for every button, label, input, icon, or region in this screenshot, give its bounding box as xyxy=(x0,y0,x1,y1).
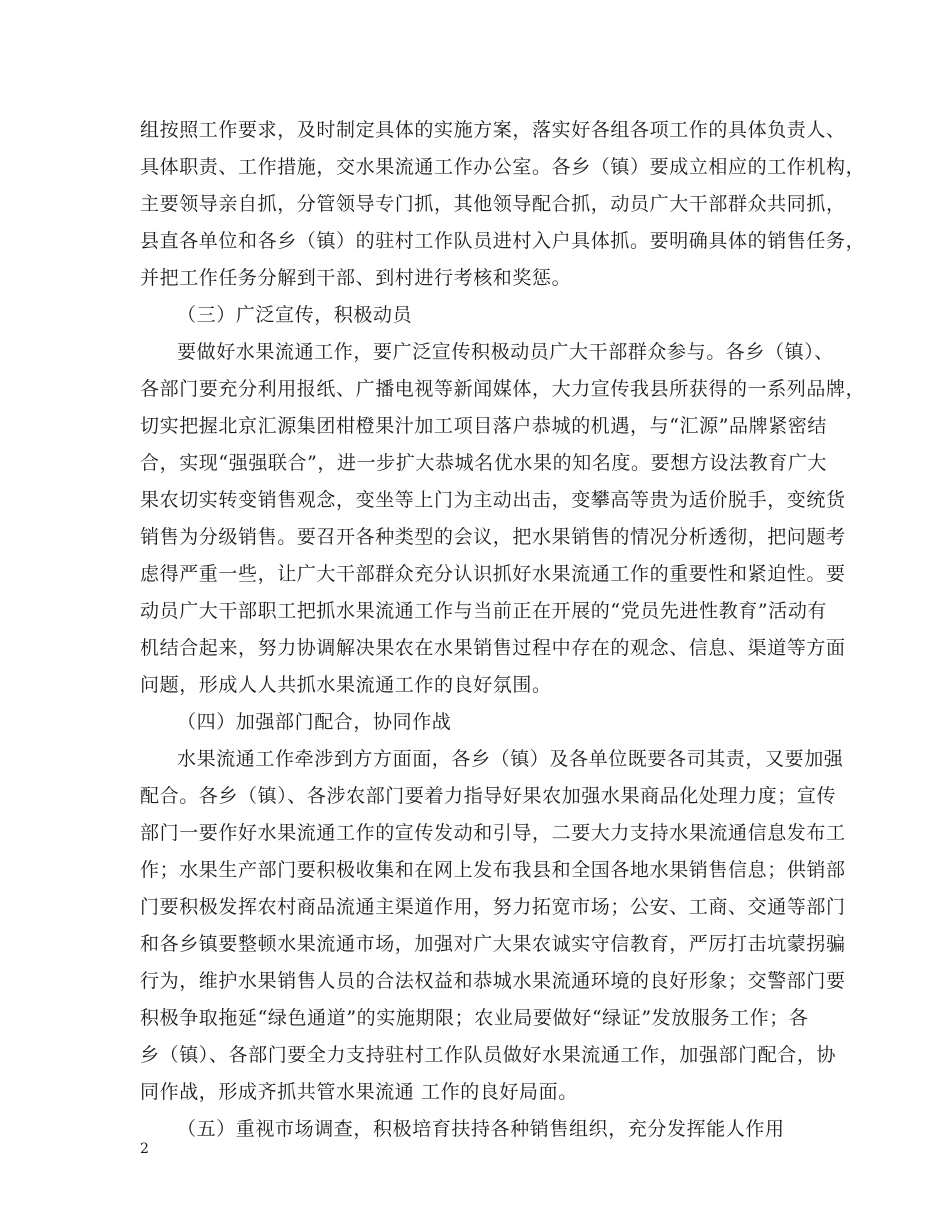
body-text-line: 虑得严重一些，让广大干部群众充分认识抓好水果流通工作的重要性和紧迫性。要 xyxy=(140,563,846,585)
body-text-line: 组按照工作要求，及时制定具体的实施方案，落实好各组各项工作的具体负责人、 xyxy=(140,119,846,141)
body-text-line: 积极争取拖延“绿色通道”的实施期限；农业局要做好“绿证”发放服务工作；各 xyxy=(140,1007,809,1029)
body-text-line: 乡（镇）、各部门要全力支持驻村工作队员做好水果流通工作，加强部门配合，协 xyxy=(140,1044,837,1066)
page-number: 2 xyxy=(140,1141,149,1157)
section-heading-3: （三）广泛宣传，积极动员 xyxy=(177,304,413,326)
body-text-line: 机结合起来，努力协调解决果农在水果销售过程中存在的观念、信息、渠道等方面 xyxy=(140,637,846,659)
section-heading-5: （五）重视市场调查，积极培育扶持各种销售组织，充分发挥能人作用 xyxy=(177,1118,785,1140)
paragraph-first-line: 要做好水果流通工作，要广泛宣传积极动员广大干部群众参与。各乡（镇）、 xyxy=(177,341,834,363)
body-text-line: 动员广大干部职工把抓水果流通工作与当前正在开展的“党员先进性教育”活动有 xyxy=(140,600,828,622)
body-text-line: 销售为分级销售。要召开各种类型的会议，把水果销售的情况分析透彻，把问题考 xyxy=(140,526,846,548)
body-text-line: 配合。各乡（镇）、各涉农部门要着力指导好果农加强水果商品化处理力度；宣传 xyxy=(140,785,837,807)
body-text-line: 合，实现“强强联合”，进一步扩大恭城名优水果的知名度。要想方设法教育广大 xyxy=(140,452,828,474)
body-text-line: 果农切实转变销售观念，变坐等上门为主动出击，变攀高等贵为适价脱手，变统货 xyxy=(140,489,846,511)
body-text-line: 各部门要充分利用报纸、广播电视等新闻媒体，大力宣传我县所获得的一系列品牌， xyxy=(140,378,866,400)
body-text-line: 主要领导亲自抓，分管领导专门抓，其他领导配合抓，动员广大干部群众共同抓， xyxy=(140,193,846,215)
body-text-line: 问题，形成人人共抓水果流通工作的良好氛围。 xyxy=(140,674,552,696)
body-text-line: 作；水果生产部门要积极收集和在网上发布我县和全国各地水果销售信息；供销部 xyxy=(140,859,846,881)
paragraph-first-line: 水果流通工作牵涉到方方面面，各乡（镇）及各单位既要各司其责，又要加强 xyxy=(177,748,844,770)
body-text-line: 部门一要作好水果流通工作的宣传发动和引导，二要大力支持水果流通信息发布工 xyxy=(140,822,846,844)
body-text-line: 同作战，形成齐抓共管水果流通 工作的良好局面。 xyxy=(140,1081,578,1103)
body-text-line: 和各乡镇要整顿水果流通市场，加强对广大果农诚实守信教育，严厉打击坑蒙拐骗 xyxy=(140,933,846,955)
body-text-line: 具体职责、工作措施，交水果流通工作办公室。各乡（镇）要成立相应的工作机构， xyxy=(140,156,866,178)
body-text-line: 切实把握北京汇源集团柑橙果汁加工项目落户恭城的机遇，与“汇源”品牌紧密结 xyxy=(140,415,828,437)
body-text-line: 并把工作任务分解到干部、到村进行考核和奖惩。 xyxy=(140,267,572,289)
body-text-line: 县直各单位和各乡（镇）的驻村工作队员进村入户具体抓。要明确具体的销售任务， xyxy=(140,230,866,252)
body-text-line: 行为，维护水果销售人员的合法权益和恭城水果流通环境的良好形象；交警部门要 xyxy=(140,970,846,992)
section-heading-4: （四）加强部门配合，协同作战 xyxy=(177,711,452,733)
body-text-line: 门要积极发挥农村商品流通主渠道作用，努力拓宽市场；公安、工商、交通等部门 xyxy=(140,896,846,918)
